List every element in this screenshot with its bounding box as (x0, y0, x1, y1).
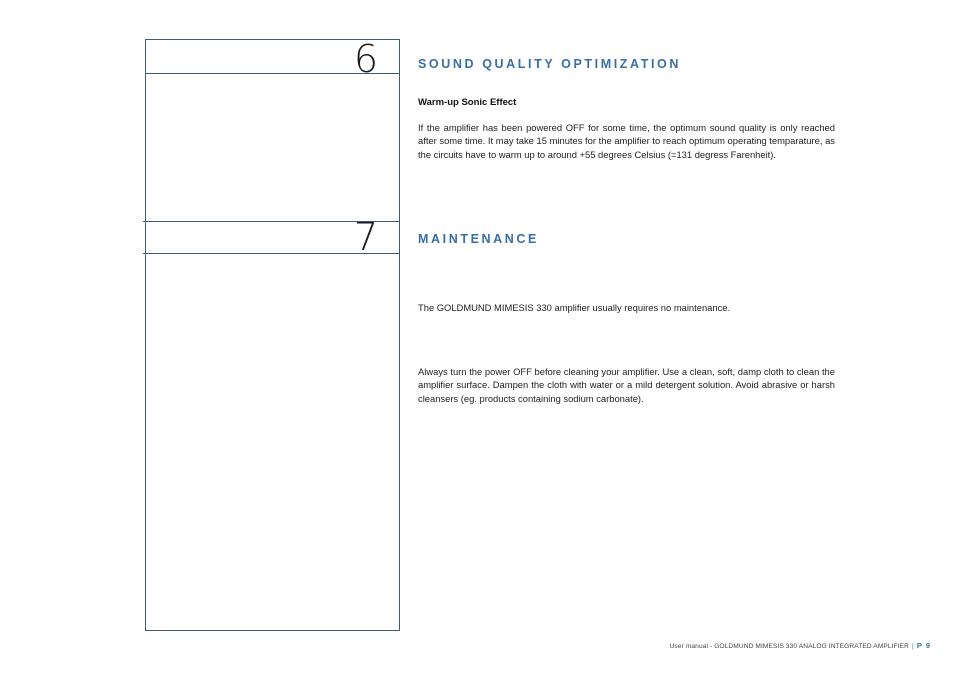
footer-separator: | (912, 643, 914, 650)
section-6-subtitle: Warm-up Sonic Effect (418, 97, 517, 108)
section-7-paragraph-2: Always turn the power OFF before cleaning your amplifier. Use a clean, soft, damp cloth to clean the amplifier surface. Dampen the cloth with water or a mild detergent solution. Avoid abrasive or harsh cleansers (eg. products containing sodium carbonate). (418, 366, 835, 404)
section-7-title: MAINTENANCE (418, 232, 539, 246)
section-6-paragraph: If the amplifier has been powered OFF for some time, the optimum sound quality is only reached after some time. It may take 15 minutes for the amplifier to reach optimum operating temparature, as the circuits have to warm up to around +55 degrees Celsius (=131 degress Farenheit). (418, 122, 835, 160)
section-7-number: 7 (353, 215, 378, 259)
section-6-number: 6 (353, 37, 378, 81)
page-number: P 9 (916, 641, 931, 650)
footer-text: User manual - GOLDMUND MIMESIS 330 ANALOG INTEGRATED AMPLIFIER (669, 643, 910, 650)
section-6-title: SOUND QUALITY OPTIMIZATION (418, 57, 681, 71)
left-margin-frame (145, 39, 400, 631)
section-7-paragraph-1: The GOLDMUND MIMESIS 330 amplifier usually requires no maintenance. (418, 302, 731, 313)
page-footer (670, 641, 931, 650)
